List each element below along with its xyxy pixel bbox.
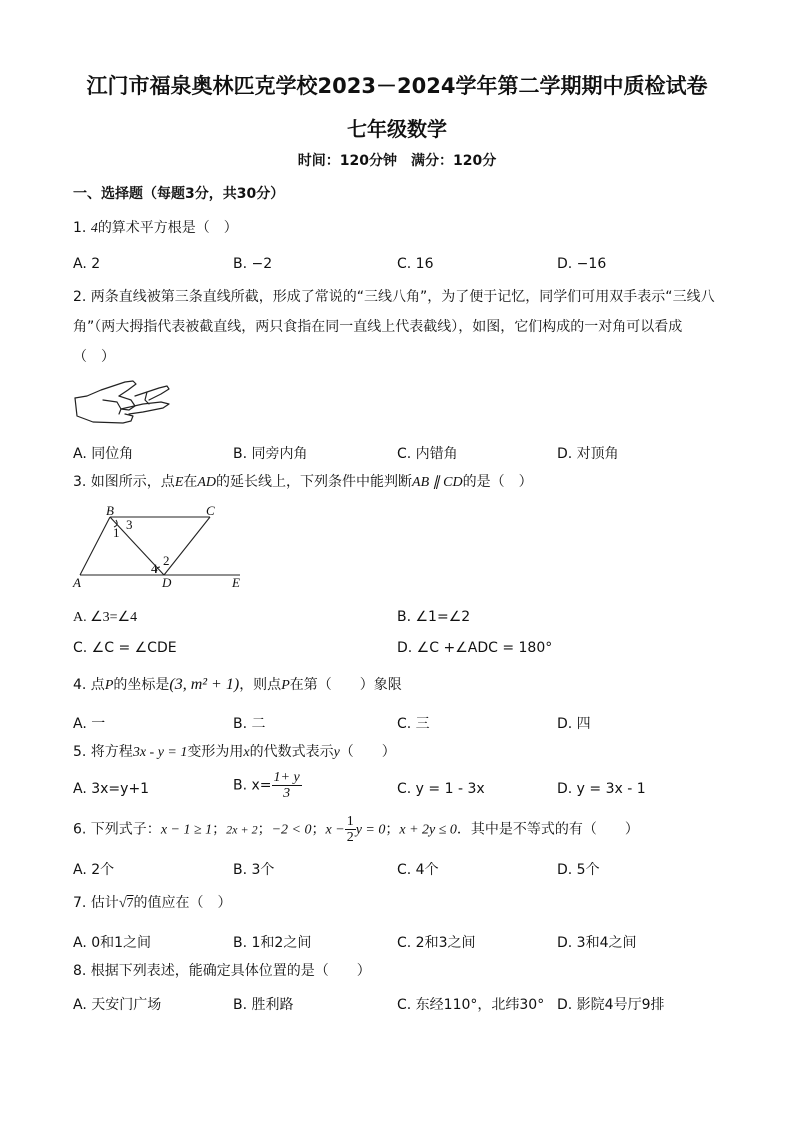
q5-var-x: x [243, 745, 250, 760]
q6-expr-4-fraction [345, 814, 356, 845]
question-8: 8. 根据下列表述，能确定具体位置的是（ ） [73, 963, 371, 979]
question-2-line2: 角”（两大拇指代表被截直线，两只食指在同一直线上代表截线），如图，它们构成的一对角可以看成 [73, 319, 683, 335]
q6-expr-4b: y = 0 [355, 822, 386, 838]
q3-text-a: 3. 如图所示，点 [73, 474, 175, 490]
q5-text-c: 的代数式表示 [249, 744, 334, 760]
label-b: B [106, 505, 114, 518]
hands-figure [73, 376, 173, 428]
q1-text: 的算术平方根是（ ） [97, 220, 238, 236]
q3-point-e: E [174, 475, 184, 490]
q5-option-d: D. y = 3x - 1 [557, 781, 646, 797]
q3-text-d: 的是（ ） [462, 474, 533, 490]
section-header: 一、选择题（每题3分，共30分） [73, 186, 285, 202]
q4-point-p-2: P [281, 678, 290, 693]
q6-expr-2: 2x + 2 [226, 822, 258, 837]
q3-option-c: C. ∠C = ∠CDE [73, 640, 177, 656]
q4-text-d: 在第（ ）象限 [289, 677, 402, 693]
label-a: A [73, 575, 81, 590]
q1-math: 4 [90, 221, 98, 236]
q1-option-a: A. 2 [73, 256, 101, 272]
q4-coordinate: (3, m² + 1) [169, 676, 240, 693]
q5-option-a: A. 3x=y+1 [73, 781, 150, 797]
q1-option-c: C. 16 [397, 256, 434, 272]
question-5 [73, 737, 396, 768]
q4-option-b: B. 二 [233, 716, 266, 732]
q7-option-b: B. 1和2之间 [233, 935, 312, 951]
q6-fraction-numerator: 1 [346, 814, 354, 829]
q5-option-b-label: B. x= [233, 777, 272, 794]
q5-var-y: y [333, 745, 340, 760]
q3-text-b: 在 [183, 474, 198, 490]
q3-text-c: 的延长线上，下列条件中能判断 [216, 474, 413, 490]
label-angle-4: 4 [151, 561, 158, 576]
q6-option-c: C. 4个 [397, 862, 439, 878]
time-info: 时间：120分钟 满分：120分 [297, 153, 497, 169]
exam-subtitle: 七年级数学 [347, 117, 447, 141]
q7-sqrt: √7 [118, 896, 134, 911]
q4-option-a: A. 一 [73, 716, 106, 732]
q4-text-a: 4. 点 [73, 677, 105, 693]
q4-option-d: D. 四 [557, 716, 591, 732]
q6-expr-3: −2 < 0 [271, 822, 312, 838]
q5-fraction-denominator: 3 [283, 786, 291, 801]
q3-option-a: A. ∠3=∠4 [73, 610, 138, 625]
q5-option-b [233, 770, 302, 801]
q5-fraction-numerator: 1+ y [273, 770, 300, 785]
q3-parallel: AB ∥ CD [412, 475, 463, 490]
q5-text-b: 变形为用 [187, 744, 244, 760]
q5-option-b-fraction [272, 770, 302, 801]
question-6: 6. 下列式子：x − 1 ≥ 1；2x + 2；−2 < 0；x − $\frac{1}{2}$ y = 0；x + 2y ≤ 0．其中是不等式的有（ ） [73, 814, 639, 845]
q6-expr-1: x − 1 ≥ 1 [160, 822, 213, 838]
q3-option-b: B. ∠1=∠2 [397, 609, 471, 625]
q1-option-d: D. −16 [557, 256, 607, 272]
question-2-line3: （ ） [73, 349, 115, 365]
q6-option-b: B. 3个 [233, 862, 275, 878]
label-angle-2: 2 [163, 553, 170, 568]
q6-text-a: 6. 下列式子： [73, 821, 161, 838]
q6-option-a: A. 2个 [73, 862, 115, 878]
question-1 [73, 213, 238, 244]
q7-option-a: A. 0和1之间 [73, 935, 152, 951]
q5-text-d: （ ） [339, 744, 396, 760]
question-2-line1: 2. 两条直线被第三条直线所截，形成了常说的“三线八角”，为了便于记忆，同学们可用双手表示“三线八 [73, 289, 715, 305]
label-e: E [232, 575, 240, 590]
q6-fraction-denominator: 2 [346, 830, 354, 845]
q7-text-a: 7. 估计 [73, 895, 119, 911]
q4-text-b: 的坐标是 [113, 677, 170, 693]
q6-option-d: D. 5个 [557, 862, 600, 878]
q4-point-p: P [104, 678, 114, 693]
q2-option-a: A. 同位角 [73, 446, 134, 462]
q1-number: 1. [73, 220, 87, 236]
q8-option-a: A. 天安门广场 [73, 997, 162, 1013]
q8-option-d: D. 影院4号厅9排 [557, 997, 665, 1013]
q7-text-b: 的值应在（ ） [133, 895, 232, 911]
label-d: D [162, 575, 172, 590]
q2-option-d: D. 对顶角 [557, 446, 619, 462]
q3-option-d: D. ∠C +∠ADC = 180° [397, 640, 553, 656]
q8-option-c: C. 东经110°，北纬30° [397, 997, 545, 1013]
q2-option-c: C. 内错角 [397, 446, 458, 462]
q6-expr-5: x + 2y ≤ 0 [399, 822, 457, 838]
label-c: C [206, 505, 215, 518]
q7-radicand: 7 [126, 896, 134, 911]
q8-option-b: B. 胜利路 [233, 997, 294, 1013]
line-ba [80, 517, 110, 575]
q5-equation: 3x - y = 1 [132, 745, 188, 760]
q4-text-c: ，则点 [239, 677, 282, 693]
q6-text-b: ．其中是不等式的有（ ） [456, 821, 639, 838]
geometry-figure [70, 505, 250, 593]
question-3 [73, 467, 533, 498]
label-angle-1: 1 [113, 525, 120, 540]
exam-title: 江门市福泉奥林匹克学校2023－2024学年第二学期期中质检试卷 [86, 74, 708, 98]
label-angle-3: 3 [126, 517, 133, 532]
q6-expr-4a: x − [325, 822, 345, 838]
q7-option-c: C. 2和3之间 [397, 935, 476, 951]
q7-option-d: D. 3和4之间 [557, 935, 637, 951]
q4-option-c: C. 三 [397, 716, 430, 732]
q5-option-c: C. y = 1 - 3x [397, 781, 485, 797]
line-cd [164, 517, 210, 575]
q5-text-a: 5. 将方程 [73, 744, 133, 760]
q3-line-ad: AD [197, 475, 217, 490]
q2-option-b: B. 同旁内角 [233, 446, 308, 462]
question-7 [73, 888, 232, 919]
question-4 [73, 670, 402, 701]
q1-option-b: B. −2 [233, 256, 273, 272]
